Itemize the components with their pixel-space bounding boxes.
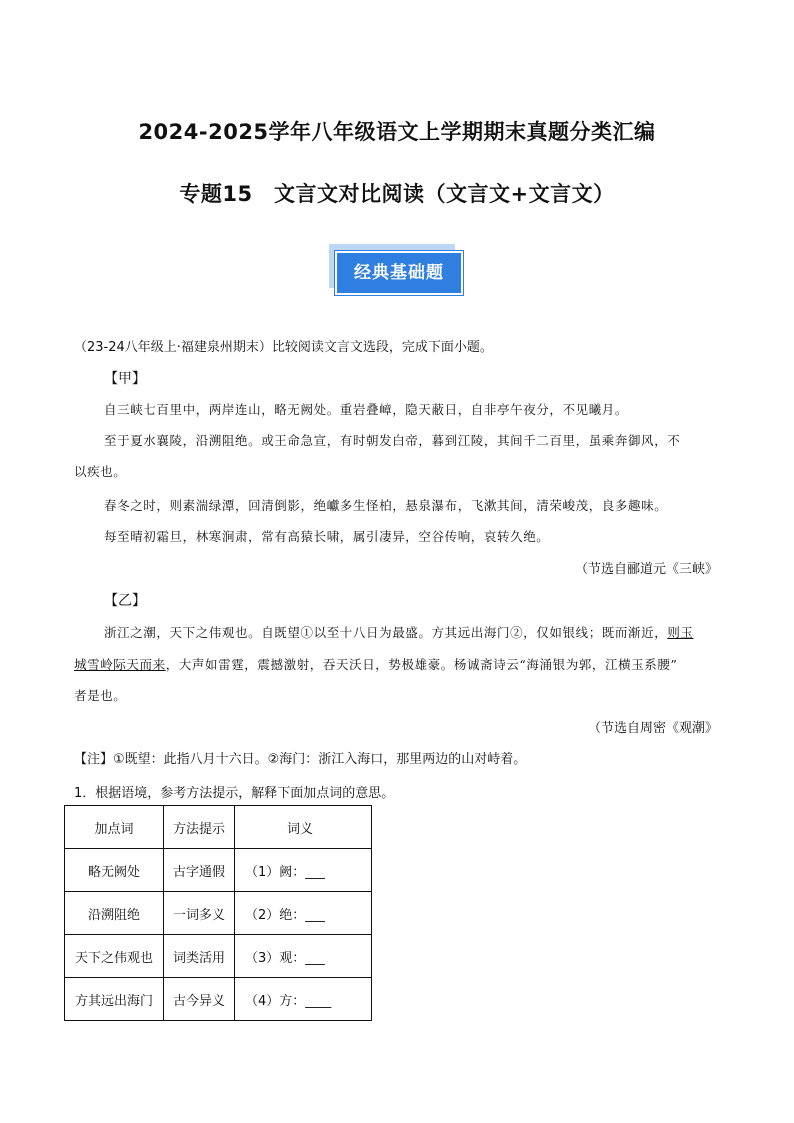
table-cell: 古今异义 (164, 978, 235, 1021)
topic-subtitle: 专题15 文言文对比阅读（文言文+文言文） (179, 182, 615, 206)
table-cell: 略无阙处 (65, 849, 164, 892)
question-intro: （23-24八年级上·福建泉州期末）比较阅读文言文选段，完成下面小题。 (74, 340, 493, 355)
vocabulary-table (64, 805, 372, 1021)
passage-a-line: 春冬之时，则素湍绿潭，回清倒影，绝巘多生怪柏，悬泉瀑布，飞漱其间，清荣峻茂，良多趣味。 (104, 498, 668, 513)
passage-b-line (104, 623, 694, 641)
passage-b-line: 者是也。 (74, 688, 127, 703)
document-title: 2024-2025学年八年级语文上学期期末真题分类汇编 (138, 120, 656, 144)
annotation-note: 【注】①既望：此指八月十六日。②海门：浙江入海口，那里两边的山对峙着。 (74, 752, 527, 767)
passage-a-line: 每至晴初霜旦，林寒涧肃，常有高猿长啸，属引凄异，空谷传响，哀转久绝。 (104, 529, 550, 544)
answer-cell[interactable]: （3）观：___ (235, 935, 372, 978)
table-cell: 天下之伟观也 (65, 935, 164, 978)
table-header-row (65, 806, 372, 849)
passage-b-text: ，大声如雷霆，震撼激射，吞天沃日，势极雄豪。杨诚斋诗云“海涌银为郭，江横玉系腰” (165, 657, 678, 672)
passage-a-label: 【甲】 (104, 371, 146, 387)
table-header-cell: 词义 (235, 806, 372, 849)
answer-cell[interactable]: （1）阙：___ (235, 849, 372, 892)
passage-a-line: 自三峡七百里中，两岸连山，略无阙处。重岩叠嶂，隐天蔽日，自非亭午夜分，不见曦月。 (104, 402, 629, 417)
passage-b-label: 【乙】 (104, 593, 146, 609)
passage-b-line (74, 655, 678, 673)
question-1: 1．根据语境，参考方法提示，解释下面加点词的意思。 (74, 786, 395, 801)
table-row (65, 892, 372, 935)
passage-a-line: 至于夏水襄陵，沿溯阻绝。或王命急宣，有时朝发白帝，暮到江陵，其间千二百里，虽乘奔御风，不 (104, 433, 681, 448)
passage-a-line: 以疾也。 (74, 464, 127, 479)
section-badge (329, 244, 465, 296)
table-row (65, 935, 372, 978)
table-cell: 沿溯阻绝 (65, 892, 164, 935)
badge-label: 经典基础题 (335, 251, 463, 295)
underlined-sentence: 城雪岭际天而来 (74, 657, 166, 672)
answer-cell[interactable]: （4）方：____ (235, 978, 372, 1021)
passage-b-text: 浙江之潮，天下之伟观也。自既望①以至十八日为最盛。方其远出海门②，仅如银线；既而渐近， (104, 625, 668, 640)
table-header-cell: 加点词 (65, 806, 164, 849)
table-row (65, 978, 372, 1021)
table-cell: 词类活用 (164, 935, 235, 978)
table-row (65, 849, 372, 892)
source-text: （节选自周密《观潮》 (587, 721, 718, 736)
table-cell: 古字通假 (164, 849, 235, 892)
table-cell: 方其远出海门 (65, 978, 164, 1021)
table-header-cell: 方法提示 (164, 806, 235, 849)
passage-a-source (575, 558, 718, 577)
table-cell: 一词多义 (164, 892, 235, 935)
source-text: （节选自郦道元《三峡》 (574, 562, 718, 577)
passage-b-source (588, 717, 718, 736)
answer-cell[interactable]: （2）绝：___ (235, 892, 372, 935)
underlined-sentence: 则玉 (667, 625, 694, 640)
